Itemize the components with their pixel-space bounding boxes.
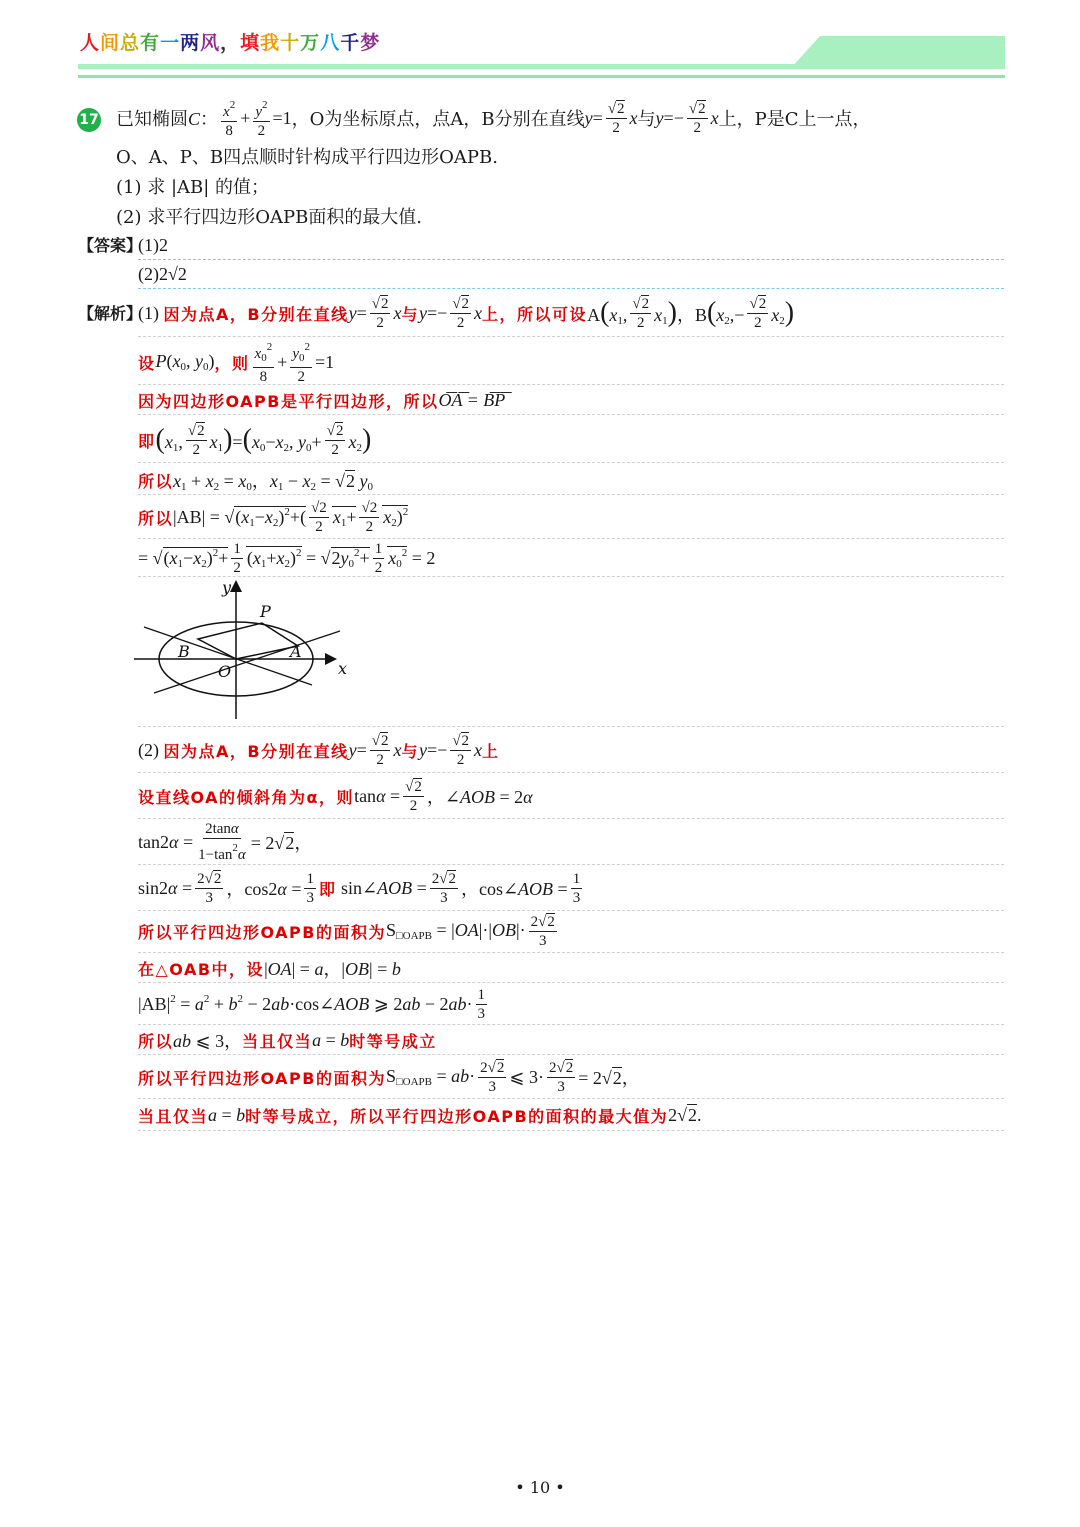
analysis-text: 上，所以可设 (482, 304, 588, 324)
analysis-text: 即 (138, 431, 156, 451)
analysis-text: 在△OAB中，设 (138, 959, 265, 979)
analysis-text: 所以 (138, 471, 174, 491)
answer-line-2 (138, 260, 1004, 289)
problem-stem-text-1: 已知椭圆 (116, 109, 188, 130)
analysis-text: 所以平行四边形OAPB的面积为 (138, 1068, 386, 1088)
label-x: x (338, 659, 348, 678)
analysis-line-12: 所以平行四边形OAPB的面积为 $S_{□OAPB} = |OA|\cdot|OB|\cdot$ 2√2 3 (138, 910, 1004, 953)
problem-stem-line2: O、A、P、B四点顺时针构成平行四边形OAPB. (116, 147, 498, 168)
ellipse-figure (134, 579, 374, 725)
analysis-line-11: sin2α = $\frac{2√2}{3}$ ，cos2α = $\frac{1}{3}$ 即 sin∠AOB = $\frac{2√2}{3}$ ，cos∠AOB = $\frac{1}{3}$ (138, 866, 1004, 911)
analysis-line-16: 所以平行四边形OAPB的面积为 $S_{□OAPB} = ab\cdot$ 2√2 3 ⩽ 3· $\frac{2√2}{3}$ = 2√2， (138, 1056, 1004, 1099)
label-y: y (222, 579, 232, 597)
slogan-char: 填 (240, 32, 261, 54)
analysis-line-17: 当且仅当 a = b 时等号成立，所以平行四边形OAPB的面积的最大值为 2√2. (138, 1100, 1004, 1131)
slogan-char: 人 (80, 32, 101, 54)
slogan-char: 两 (180, 32, 201, 54)
slogan-char: 千 (340, 32, 361, 54)
analysis-text: 所以 (138, 1031, 174, 1051)
analysis-line-9: 设直线OA的倾斜角为α，则 tanα = $\frac{√2}{2}$ ，∠AOB = 2α (138, 774, 1004, 819)
answer-line-1 (138, 231, 1004, 260)
analysis-text: 当且仅当 (138, 1106, 209, 1126)
question-2: (2) 求平行四边形OAPB面积的最大值. (116, 207, 423, 228)
analysis-text: 当且仅当 (242, 1031, 313, 1051)
analysis-line-2: 设 $P(x_0$, $y_0$) ，则 $x_0^2$ 8 + $\frac{y_0^2}{2}$ =1 (138, 340, 1004, 385)
analysis-line-13: 在△OAB中，设 |OA| = a，|OB| = b (138, 954, 1004, 983)
slogan-char: ， (220, 32, 241, 54)
analysis-text: 即 (318, 879, 337, 899)
analysis-line-10: tan2α = $\frac{2\tan\alpha}{1-\tan^2\alpha}$ = 2√2， (138, 820, 1004, 865)
header-slogan (80, 28, 380, 55)
slogan-char: 八 (320, 32, 341, 54)
figure-row (138, 578, 1004, 727)
parallelogram-oapb (198, 623, 298, 659)
header-rule-bottom (78, 75, 1005, 78)
answer-part-1: (1)2 (138, 234, 168, 255)
question-1: (1) 求 |AB| 的值； (116, 177, 270, 198)
slogan-char: 万 (300, 32, 321, 54)
analysis-text: 因为点A，B分别在直线 (163, 741, 349, 761)
analysis-line-7: = $√(x_1-x_2)^2+$ $\frac{1}{2}$ $(x_1+x_2)^2$ = $√2y_0^2+$ $\frac{1}{2}$ $x_0^2$ = 2 (138, 540, 1004, 577)
label-o: O (218, 662, 232, 681)
analysis-line-6: 所以 $|AB| = √(x_1-x_2)^2+$( √2 2 $x_1+$ $\frac{√2}{2}$ $x_2)^2$ (138, 496, 1004, 539)
analysis-text: 设直线OA的倾斜角为α，则 (138, 787, 355, 807)
analysis-text: 所以平行四边形OAPB的面积为 (138, 922, 386, 942)
slogan-char: 十 (280, 32, 301, 54)
slogan-char: 有 (140, 32, 161, 54)
analysis-text: 与 (401, 304, 419, 324)
analysis-text: 因为点A，B分别在直线 (163, 304, 349, 324)
slogan-char: 间 (100, 32, 121, 54)
problem-stem-text-2: ，O为坐标原点，点A，B分别在直线 (291, 109, 585, 130)
analysis-text: 时等号成立 (349, 1031, 437, 1051)
label-p: P (260, 602, 271, 621)
analysis-text: 所以 (138, 508, 174, 528)
slogan-char: 我 (260, 32, 281, 54)
slogan-char: 一 (160, 32, 181, 54)
analysis-line-15: 所以 ab ⩽ 3， 当且仅当 a = b 时等号成立 (138, 1026, 1004, 1055)
label-b: B (178, 642, 190, 661)
problem-number-badge: 17 (77, 108, 101, 132)
analysis-text: 因为四边形OAPB是平行四边形，所以 (138, 391, 439, 411)
problem-stem-line1: 已知椭圆 C： $x^2$ 8 + $\frac{y^2}{2}$ =1 ，O为坐标原点，点A，B分别在直线 y= $\frac{√2}{2}$ x 与 y=− $\frac{√2}{2}$ x 上，P是C上一点， (116, 96, 870, 140)
analysis-line-3: 因为四边形OAPB是平行四边形，所以 O͞A͞ = B͞P͞ (138, 386, 1004, 415)
analysis-line-4: 即 ($x_1$, √2 2 $x_1)=(x_0-x_2$, $y_0+$ $\frac{√2}{2}$ $x_2$) (138, 418, 1004, 463)
label-a: A (290, 642, 302, 661)
slogan-char: 风 (200, 32, 221, 54)
analysis-line-1: (1) 因为点A，B分别在直线 y= $\frac{√2}{2}$ x 与 y=− $\frac{√2}{2}$ x 上，所以可设 $A(x_1$, √2 2 $x_1$)，$B(x_2,-$ $\frac{√2}{2}$ $x_2$) (138, 290, 1004, 337)
analysis-label: 【解析】 (78, 304, 143, 323)
analysis-text: 设 (138, 353, 156, 373)
analysis-text: 与 (401, 741, 419, 761)
analysis-line-5: 所以 $x_1 + x_2 = x_0$，$x_1 - x_2 = √2$ $y_0$ (138, 466, 1004, 495)
problem-stem-text-3: 上，P是C上一点， (718, 109, 871, 130)
slogan-char: 总 (120, 32, 141, 54)
answer-part-2: (2)2√2 (138, 263, 187, 284)
analysis-line-8: (2) 因为点A，B分别在直线 y= $\frac{√2}{2}$ x 与 y=− $\frac{√2}{2}$ x 上 (138, 728, 1004, 773)
analysis-text: 时等号成立，所以平行四边形OAPB的面积的最大值为 (245, 1106, 669, 1126)
analysis-line-14: $|AB|^2 = a^2 + b^2$ − 2ab·cos∠AOB ⩾ 2ab − 2ab· 1 3 (138, 984, 1004, 1025)
analysis-text: ，则 (214, 353, 250, 373)
answer-label: 【答案】 (78, 236, 143, 255)
slogan-char: 梦 (360, 32, 381, 54)
page-number: • 10 • (515, 1478, 565, 1497)
header-rule-top (78, 64, 1005, 69)
